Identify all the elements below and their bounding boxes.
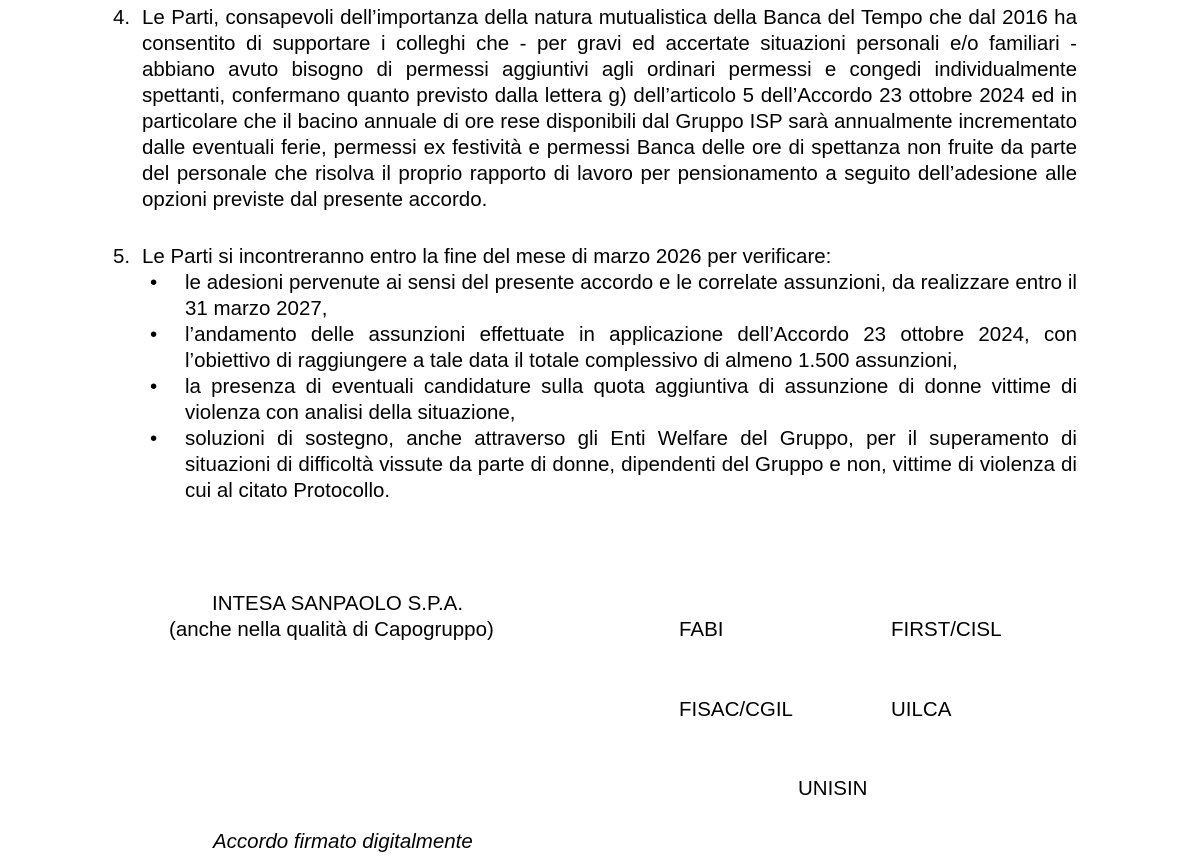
point-4-text: Le Parti, consapevoli dell’importanza della natura mutualistica della Banca del Tempo che dal 2016 ha consentito di supportare i colleghi che - per gravi ed accertate situazioni personali e/o familiari - abbiano avuto bisogno di permessi aggiuntivi agli ordinari permessi e congedi individualmente spettanti, confermano quanto previsto dalla lettera g) dell’articolo 5 dell’Accordo 23 ottobre 2024 ed in particolare che il bacino annuale di ore rese disponibili dal Gruppo ISP sarà annualmente incrementato dalle eventuali ferie, permessi ex festività e permessi Banca delle ore di spettanza non fruite da parte del personale che risolva il proprio rapporto di lavoro per pensionamento a seguito dell’adesione alle opzioni previste dal presente accordo. xyxy=(142,6,1077,211)
digital-signature-note: Accordo firmato digitalmente xyxy=(213,830,473,853)
point-5-bullet-list xyxy=(142,270,1077,504)
point-4 xyxy=(113,5,1077,213)
bullet-text: le adesioni pervenute ai sensi del presente accordo e le correlate assunzioni, da realizzare entro il 31 marzo 2027, xyxy=(185,271,1077,320)
bullet-item xyxy=(142,270,1077,322)
signatory-fabi: FABI xyxy=(679,618,724,641)
bullet-item xyxy=(142,374,1077,426)
signatory-uilca: UILCA xyxy=(891,698,952,721)
bullet-item xyxy=(142,426,1077,504)
signatory-intesa-role: (anche nella qualità di Capogruppo) xyxy=(169,618,494,641)
point-5 xyxy=(113,244,1077,504)
bullet-icon: • xyxy=(150,323,158,346)
point-5-intro: Le Parti si incontreranno entro la fine del mese di marzo 2026 per verificare: xyxy=(142,245,832,268)
bullet-text: l’andamento delle assunzioni effettuate in applicazione dell’Accordo 23 ottobre 2024, con l’obiettivo di raggiungere a tale data il totale complessivo di almeno 1.500 assunzioni, xyxy=(185,323,1077,372)
bullet-text: soluzioni di sostegno, anche attraverso gli Enti Welfare del Gruppo, per il superamento di situazioni di difficoltà vissute da parte di donne, dipendenti del Gruppo e non, vittime di violenza di cui al citato Protocollo. xyxy=(185,427,1077,502)
point-5-number: 5. xyxy=(113,245,131,268)
signatory-fisac-cgil: FISAC/CGIL xyxy=(679,698,793,721)
bullet-icon: • xyxy=(150,375,158,398)
bullet-text: la presenza di eventuali candidature sulla quota aggiuntiva di assunzione di donne vittime di violenza con analisi della situazione, xyxy=(185,375,1077,424)
signatory-unisin: UNISIN xyxy=(798,777,868,800)
bullet-icon: • xyxy=(150,271,158,294)
signatory-intesa-name: INTESA SANPAOLO S.P.A. xyxy=(212,592,464,615)
signatory-first-cisl: FIRST/CISL xyxy=(891,618,1002,641)
bullet-item xyxy=(142,322,1077,374)
bullet-icon: • xyxy=(150,427,158,450)
point-4-number: 4. xyxy=(113,6,131,29)
